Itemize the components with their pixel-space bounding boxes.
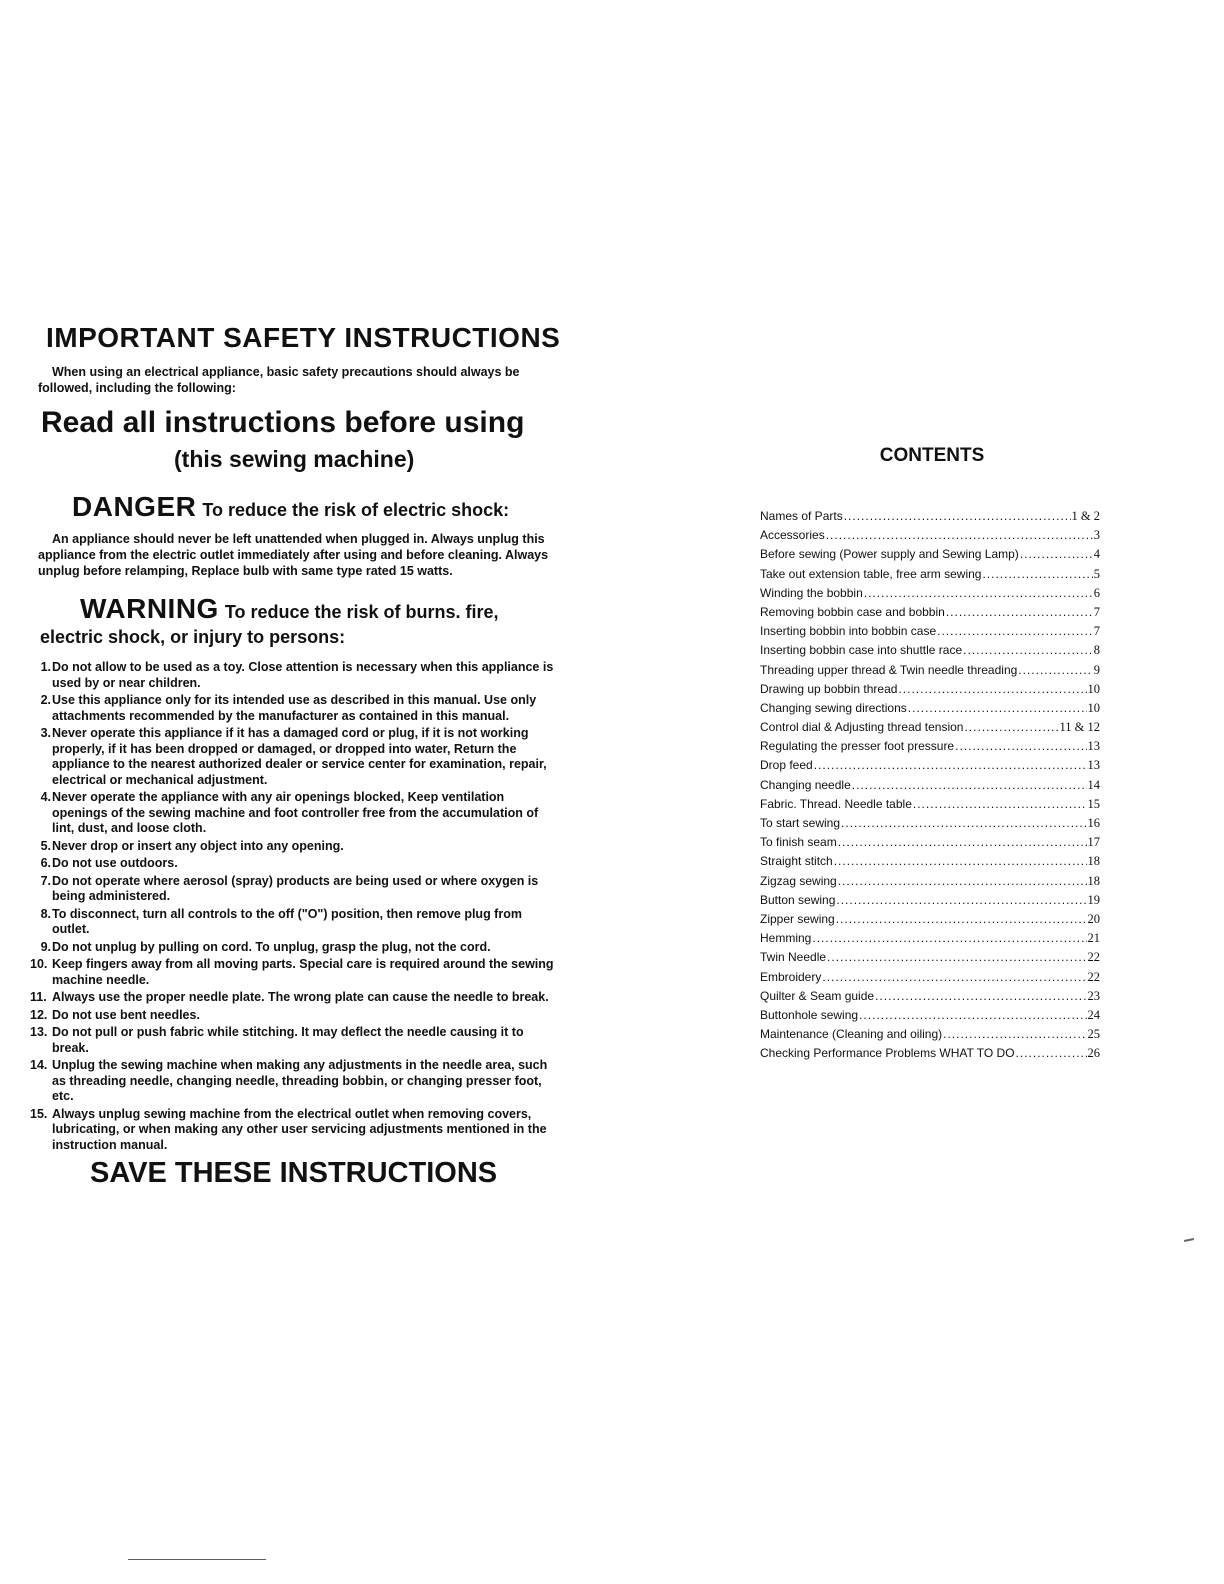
contents-entry-leader — [838, 833, 1087, 852]
warning-item-number: 8. — [40, 906, 51, 921]
contents-entry-leader — [814, 756, 1087, 775]
warning-item-number: 7. — [40, 873, 51, 888]
contents-entry-page: 18 — [1087, 854, 1100, 869]
contents-entry-page: 23 — [1087, 988, 1100, 1003]
contents-entry — [760, 622, 1100, 641]
warning-item-number: 13. — [30, 1025, 48, 1039]
warning-item-text: Always unplug sewing machine from the electrical outlet when removing covers, lubricating, or when making any other user servicing adjustments mentioned in the instruction manual. — [52, 1106, 547, 1152]
contents-entry-title: Inserting bobbin case into shuttle race — [760, 643, 963, 658]
danger-heading — [38, 491, 560, 523]
contents-entry — [760, 526, 1100, 545]
warning-item — [30, 1106, 560, 1154]
contents-entry — [760, 661, 1100, 680]
contents-entry-leader — [864, 584, 1093, 603]
contents-entry-leader — [964, 718, 1058, 737]
warning-item-number: 1. — [40, 660, 51, 674]
read-all-heading: Read all instructions before using — [41, 406, 525, 439]
contents-entry — [760, 737, 1100, 756]
read-all-subheading: (this sewing machine) — [174, 446, 415, 472]
contents-list — [760, 507, 1100, 1063]
contents-entry-title: Regulating the presser foot pressure — [760, 739, 955, 754]
danger-label: DANGER — [72, 491, 197, 522]
contents-entry-leader — [908, 699, 1087, 718]
contents-entry-title: Drawing up bobbin thread — [760, 681, 898, 696]
contents-entry-title: Threading upper thread & Twin needle threading — [760, 662, 1018, 677]
contents-entry-leader — [963, 641, 1093, 660]
contents-entry-page: 7 — [1093, 604, 1100, 619]
warning-item-text: Do not use bent needles. — [52, 1007, 200, 1022]
warning-label: WARNING — [80, 593, 219, 624]
warning-item-number: 15. — [30, 1106, 48, 1121]
warning-item — [38, 874, 560, 905]
contents-entry-leader — [827, 948, 1086, 967]
warning-headline: To reduce the risk of burns. fire, — [224, 602, 499, 622]
warning-heading — [38, 593, 560, 625]
warning-item — [30, 1007, 560, 1024]
contents-entry-title: Take out extension table, free arm sewing — [760, 566, 982, 581]
contents-entry — [760, 987, 1100, 1006]
contents-entry-title: Changing needle — [760, 777, 851, 792]
contents-entry — [760, 641, 1100, 660]
warning-item-text: Keep fingers away from all moving parts. Special care is required around the sewing machine needle. — [52, 957, 554, 987]
warning-item-number: 5. — [40, 838, 51, 853]
warning-item — [38, 726, 560, 788]
contents-entry-leader — [937, 622, 1093, 641]
contents-entry-title: Zipper sewing — [760, 911, 835, 926]
warning-item-text: Do not allow to be used as a toy. Close attention is necessary when this appliance is used by or near children. — [52, 660, 554, 690]
contents-entry-page: 17 — [1087, 835, 1100, 850]
contents-entry — [760, 891, 1100, 910]
warning-list — [30, 660, 560, 1153]
warning-item — [38, 940, 560, 956]
contents-entry — [760, 1006, 1100, 1025]
contents-entry-title: To finish seam — [760, 835, 837, 850]
contents-entry-leader — [838, 872, 1087, 891]
contents-entry-leader — [1016, 1044, 1087, 1063]
contents-entry-leader — [834, 852, 1087, 871]
contents-entry-leader — [859, 1006, 1086, 1025]
contents-entry-title: Straight stitch — [760, 854, 833, 869]
contents-entry-leader — [836, 910, 1087, 929]
contents-entry-page: 15 — [1087, 796, 1100, 811]
warning-item-number: 3. — [40, 726, 51, 740]
warning-item — [38, 790, 560, 837]
warning-item-number: 14. — [30, 1058, 48, 1072]
contents-entry-leader — [822, 968, 1086, 987]
warning-item-number: 6. — [40, 856, 51, 870]
contents-entry-title: Winding the bobbin — [760, 585, 863, 600]
contents-entry — [760, 507, 1100, 526]
contents-entry-leader — [955, 737, 1086, 756]
contents-entry — [760, 910, 1100, 929]
warning-item-number: 4. — [40, 790, 51, 804]
warning-item — [30, 1058, 560, 1105]
intro-paragraph: When using an electrical appliance, basic safety precautions should always be followed, including the following: — [38, 365, 520, 395]
warning-item-text: Do not use outdoors. — [52, 856, 178, 870]
contents-entry-page: 3 — [1093, 528, 1100, 543]
contents-entry-page: 7 — [1093, 624, 1100, 639]
contents-entry — [760, 852, 1100, 871]
page-title: IMPORTANT SAFETY INSTRUCTIONS — [46, 322, 561, 353]
contents-entry — [760, 718, 1100, 737]
contents-entry-title: Accessories — [760, 528, 825, 543]
contents-entry-page: 1 & 2 — [1071, 509, 1100, 523]
contents-entry-title: Buttonhole sewing — [760, 1007, 859, 1022]
contents-entry-page: 11 & 12 — [1059, 720, 1100, 735]
contents-entry-page: 10 — [1087, 681, 1100, 696]
contents-entry — [760, 814, 1100, 833]
warning-item — [38, 693, 560, 724]
contents-entry-title: Names of Parts — [760, 509, 843, 523]
warning-item-number: 12. — [30, 1007, 48, 1022]
contents-entry-page: 19 — [1087, 892, 1100, 907]
contents-entry — [760, 699, 1100, 718]
contents-entry-leader — [875, 987, 1086, 1006]
contents-entry-leader — [946, 603, 1093, 622]
contents-entry — [760, 968, 1100, 987]
contents-entry-leader — [812, 929, 1086, 948]
contents-entry-title: Control dial & Adjusting thread tension — [760, 720, 964, 735]
warning-item-number: 10. — [30, 957, 48, 971]
contents-entry-page: 4 — [1093, 547, 1100, 562]
warning-item-text: Always use the proper needle plate. The wrong plate can cause the needle to break. — [52, 990, 549, 1004]
contents-entry-title: Maintenance (Cleaning and oiling) — [760, 1027, 943, 1042]
contents-entry — [760, 1044, 1100, 1063]
warning-item — [30, 1025, 560, 1056]
warning-item — [30, 957, 560, 988]
contents-entry-page: 14 — [1087, 777, 1100, 792]
contents-entry-leader — [1018, 661, 1092, 680]
contents-entry — [760, 603, 1100, 622]
contents-entry-leader — [852, 776, 1087, 795]
contents-entry-title: Embroidery — [760, 969, 822, 984]
warning-item — [38, 839, 560, 855]
contents-entry — [760, 872, 1100, 891]
contents-entry-page: 10 — [1087, 700, 1100, 715]
contents-title: CONTENTS — [879, 445, 985, 466]
contents-entry-title: Checking Performance Problems WHAT TO DO — [760, 1046, 1015, 1061]
contents-entry-title: Removing bobbin case and bobbin — [760, 604, 945, 619]
warning-item-text: Never drop or insert any object into any opening. — [52, 838, 344, 853]
warning-item-text: Never operate the appliance with any air openings blocked, Keep ventilation openings of the sewing machine and foot controller free from the accumulation of lint, dust, and loose cloth. — [52, 790, 539, 835]
contents-entry-title: Before sewing (Power supply and Sewing Lamp) — [760, 547, 1019, 562]
warning-item — [38, 856, 560, 872]
contents-entry — [760, 756, 1100, 775]
warning-item-text: To disconnect, turn all controls to the off ("O") position, then remove plug from outlet. — [52, 906, 522, 936]
contents-entry-leader — [844, 507, 1071, 526]
bottom-rule — [128, 1559, 266, 1560]
contents-entry-title: Inserting bobbin into bobbin case — [760, 624, 937, 639]
warning-item-number: 11. — [30, 990, 47, 1004]
contents-entry-title: Changing sewing directions — [760, 700, 907, 715]
contents-entry-leader — [1020, 545, 1093, 564]
warning-item-text: Do not operate where aerosol (spray) products are being used or where oxygen is being administered. — [52, 873, 539, 903]
warning-item-text: Do not unplug by pulling on cord. To unplug, grasp the plug, not the cord. — [52, 939, 491, 954]
contents-entry — [760, 1025, 1100, 1044]
warning-item — [30, 990, 560, 1006]
warning-item-text: Use this appliance only for its intended use as described in this manual. Use only attachments recommended by the manufacturer as contained in this manual. — [52, 693, 537, 723]
scan-speck — [1184, 1238, 1194, 1242]
contents-page — [760, 445, 1100, 1063]
contents-entry-leader — [826, 526, 1093, 545]
contents-entry-page: 18 — [1087, 873, 1100, 888]
warning-item-text: Never operate this appliance if it has a damaged cord or plug, if it is not working properly, if it has been dropped or damaged, or dropped into water, Return the appliance to the nearest authorized dealer or service center for examination, repair, electrical or mechanical adjustment. — [52, 726, 547, 787]
warning-item-text: Unplug the sewing machine when making any adjustments in the needle area, such as threading needle, changing needle, threading bobbin, or changing presser foot, etc. — [52, 1058, 548, 1103]
contents-entry-page: 9 — [1093, 662, 1100, 677]
contents-entry-page: 8 — [1093, 643, 1100, 658]
contents-entry — [760, 948, 1100, 967]
contents-entry-title: Quilter & Seam guide — [760, 988, 875, 1003]
contents-entry-title: Zigzag sewing — [760, 873, 837, 888]
contents-entry-leader — [982, 565, 1092, 584]
contents-entry — [760, 795, 1100, 814]
contents-entry-page: 6 — [1093, 585, 1100, 600]
contents-entry-leader — [913, 795, 1087, 814]
contents-entry-title: Drop feed — [760, 758, 813, 773]
contents-entry-page: 25 — [1087, 1027, 1100, 1042]
contents-entry-title: To start sewing — [760, 816, 841, 830]
contents-entry-page: 20 — [1087, 911, 1100, 926]
contents-entry-leader — [898, 680, 1086, 699]
contents-entry — [760, 680, 1100, 699]
contents-entry — [760, 776, 1100, 795]
contents-entry-title: Fabric. Thread. Needle table — [760, 796, 912, 811]
warning-item-number: 9. — [40, 939, 51, 954]
contents-entry-leader — [841, 814, 1086, 833]
contents-entry-title: Button sewing — [760, 892, 836, 907]
contents-entry-title: Hemming — [760, 931, 812, 946]
warning-item-text: Do not pull or push fabric while stitching. It may deflect the needle causing it to break. — [52, 1025, 524, 1055]
save-instructions-heading: SAVE THESE INSTRUCTIONS — [90, 1157, 498, 1189]
warning-item-number: 2. — [40, 693, 51, 707]
warning-item — [38, 907, 560, 938]
contents-entry-leader — [943, 1025, 1086, 1044]
contents-entry — [760, 584, 1100, 603]
contents-entry-page: 13 — [1087, 739, 1100, 754]
contents-entry-leader — [836, 891, 1086, 910]
contents-entry-page: 21 — [1087, 931, 1100, 946]
contents-entry — [760, 833, 1100, 852]
danger-headline: To reduce the risk of electric shock: — [202, 500, 510, 520]
contents-entry — [760, 565, 1100, 584]
danger-body: An appliance should never be left unattended when plugged in. Always unplug this appliance from the electric outlet immediately after using and before cleaning. Always unplug before relamping, Replace bulb with same type rated 15 watts. — [38, 532, 549, 578]
contents-entry — [760, 545, 1100, 564]
contents-entry-page: 26 — [1087, 1046, 1100, 1061]
contents-entry-page: 13 — [1087, 758, 1100, 773]
contents-entry-page: 5 — [1093, 566, 1100, 581]
contents-entry-page: 22 — [1087, 969, 1100, 984]
contents-entry — [760, 929, 1100, 948]
contents-entry-title: Twin Needle — [760, 950, 827, 965]
warning-headline-continued: electric shock, or injury to persons: — [40, 627, 346, 647]
safety-instructions-page — [30, 322, 561, 1190]
contents-entry-page: 24 — [1087, 1007, 1100, 1022]
warning-item — [38, 660, 560, 691]
contents-entry-page: 22 — [1087, 950, 1100, 965]
contents-entry-page: 16 — [1087, 816, 1100, 830]
